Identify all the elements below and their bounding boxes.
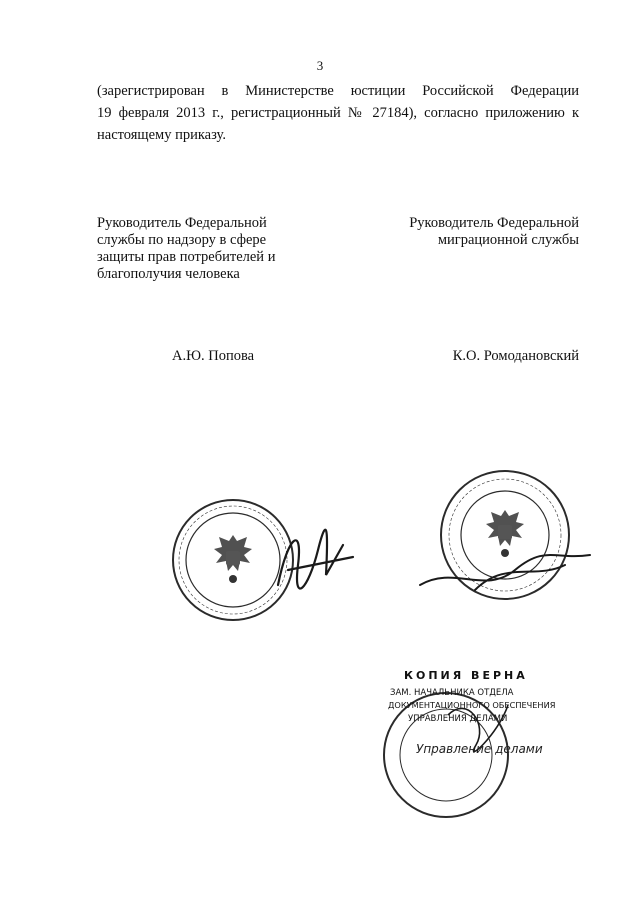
signatory-left-title-line: благополучия человека [97, 266, 240, 282]
stamp-line: ДОКУМЕНТАЦИОННОГО ОБЕСПЕЧЕНИЯ [388, 700, 556, 710]
signatory-left-title-line: защиты прав потребителей и [97, 249, 276, 265]
body-line: 19 февраля 2013 г., регистрационный № 27184), согласно приложению к [97, 105, 579, 121]
page-number: 3 [316, 58, 324, 73]
coat-of-arms-seal-icon [168, 495, 358, 625]
signatory-right-title-line: Руководитель Федеральной [409, 215, 579, 231]
signatory-left-name: А.Ю. Попова [172, 348, 255, 364]
stamp-line: ЗАМ. НАЧАЛЬНИКА ОТДЕЛА [390, 688, 514, 698]
signatory-left-title-line: службы по надзору в сфере [97, 232, 267, 248]
left-seal-with-signature [168, 495, 358, 625]
stamp-line: Управление делами [416, 742, 543, 756]
signatory-right-name: К.О. Ромодановский [452, 348, 579, 364]
body-line: настоящему приказу. [97, 127, 226, 143]
signatory-right-title [349, 215, 579, 249]
stamp-line: УПРАВЛЕНИЯ ДЕЛАМИ [408, 714, 508, 724]
stamp-line: КОПИЯ ВЕРНА [404, 669, 528, 682]
body-paragraph [97, 80, 579, 146]
copy-certification-stamp [368, 665, 558, 820]
coat-of-arms-seal-icon [415, 465, 595, 605]
signatory-left-title [97, 215, 327, 283]
signatory-right-title-line: миграционной службы [437, 232, 579, 248]
body-line: (зарегистрирован в Министерстве юстиции Российской Федерации [97, 83, 579, 99]
right-seal-with-signature [415, 465, 595, 605]
signatory-left-title-line: Руководитель Федеральной [97, 215, 267, 231]
